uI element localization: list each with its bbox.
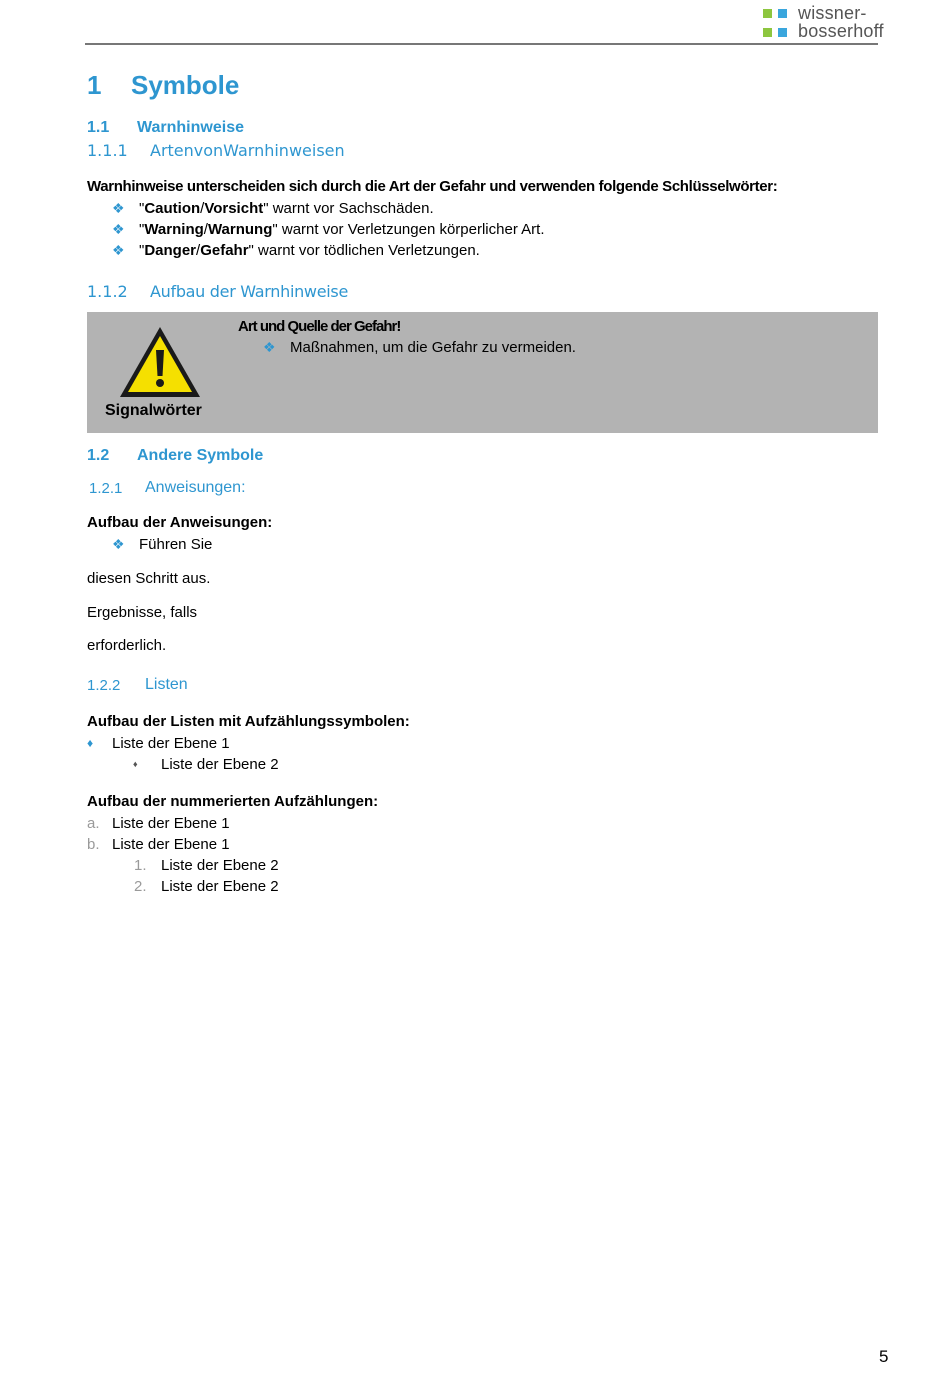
numbered-item-level-1: Liste der Ebene 1: [112, 815, 230, 832]
diamond-bullet-icon: ❖: [263, 339, 276, 355]
instruction-line: Ergebnisse, falls: [87, 604, 198, 621]
logo-text-line1: wissner-: [798, 3, 867, 23]
section-1-1-1-title: ArtenvonWarnhinweisen: [150, 141, 345, 160]
warning-box-heading: Art und Quelle der Gefahr!: [238, 318, 401, 335]
warning-box: [87, 312, 878, 433]
section-1-number: 1: [87, 70, 102, 100]
numbered-item-level-2: Liste der Ebene 2: [161, 857, 279, 874]
diamond-small-icon: ♦: [87, 736, 94, 750]
list-item-level-1: Liste der Ebene 1: [112, 735, 230, 752]
diamond-bullet-icon: ❖: [112, 200, 125, 216]
logo-square-green-2: [763, 28, 772, 37]
logo-square-blue-2: [778, 28, 787, 37]
diamond-bullet-icon: ❖: [112, 221, 125, 237]
section-1-1-number: 1.1: [87, 119, 110, 136]
bullet-lists-intro: Aufbau der Listen mit Aufzählungssymbolen:: [87, 713, 410, 730]
section-1-title: Symbole: [131, 70, 240, 100]
instruction-step: Führen Sie: [139, 536, 213, 553]
list-marker: a.: [87, 815, 100, 832]
instruction-line: diesen Schritt aus.: [87, 570, 211, 587]
section-1-2-2-title: Listen: [145, 676, 188, 693]
instruction-line: erforderlich.: [87, 637, 167, 654]
list-marker: b.: [87, 836, 100, 853]
section-1-2-2-number: 1.2.2: [87, 677, 121, 694]
warning-triangle-icon: [117, 324, 203, 400]
section-1-1-1-number: 1.1.1: [87, 141, 128, 160]
list-item: "Warning/Warnung" warnt vor Verletzungen körperlicher Art.: [139, 221, 545, 238]
diamond-tiny-icon: ♦: [133, 759, 138, 769]
warning-box-measure: Maßnahmen, um die Gefahr zu vermeiden.: [290, 339, 576, 356]
page-number: 5: [879, 1347, 889, 1366]
logo-text-line2: bosserhoff: [798, 21, 884, 41]
logo-square-blue-1: [778, 9, 787, 18]
section-1-1-2-number: 1.1.2: [87, 282, 128, 301]
instructions-intro: Aufbau der Anweisungen:: [87, 514, 273, 531]
numbered-lists-intro: Aufbau der nummerierten Aufzählungen:: [87, 793, 379, 810]
section-1-1-2-title: Aufbau der Warnhinweise: [150, 282, 348, 301]
section-1-2-number: 1.2: [87, 447, 110, 464]
diamond-bullet-icon: ❖: [112, 242, 125, 258]
section-1-2-title: Andere Symbole: [137, 447, 264, 464]
section-1-2-1-title: Anweisungen:: [145, 479, 246, 496]
list-item: "Danger/Gefahr" warnt vor tödlichen Verletzungen.: [139, 242, 480, 259]
signal-words-label: Signalwörter: [105, 402, 202, 419]
list-marker: 2.: [134, 878, 147, 895]
list-item: "Caution/Vorsicht" warnt vor Sachschäden.: [139, 200, 434, 217]
list-marker: 1.: [134, 857, 147, 874]
diamond-bullet-icon: ❖: [112, 536, 125, 552]
section-1-2-1-number: 1.2.1: [89, 480, 123, 497]
header-rule: [85, 43, 878, 45]
section-1-1-title: Warnhinweise: [137, 119, 244, 136]
numbered-item-level-1: Liste der Ebene 1: [112, 836, 230, 853]
logo-square-green-1: [763, 9, 772, 18]
numbered-item-level-2: Liste der Ebene 2: [161, 878, 279, 895]
list-item-level-2: Liste der Ebene 2: [161, 756, 279, 773]
warnings-intro: Warnhinweise unterscheiden sich durch die Art der Gefahr und verwenden folgende Schlüsselwörter:: [87, 178, 778, 195]
